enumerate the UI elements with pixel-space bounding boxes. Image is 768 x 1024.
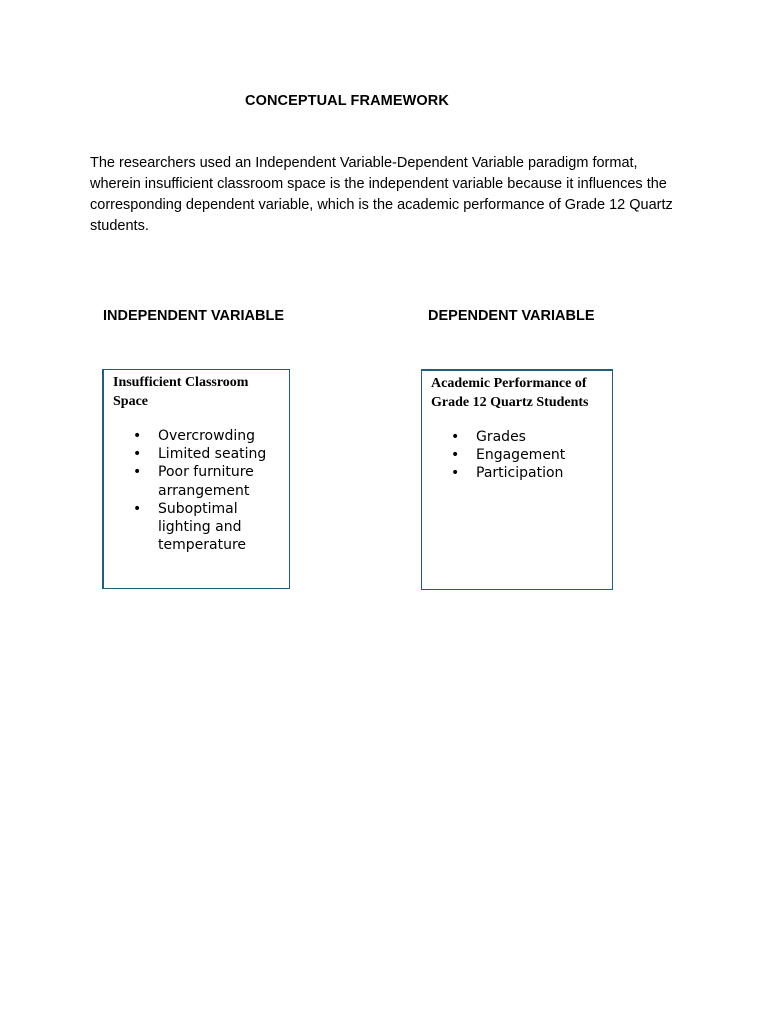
dependent-variable-heading: DEPENDENT VARIABLE bbox=[428, 308, 595, 324]
list-item: • Participation bbox=[431, 464, 604, 482]
independent-variable-heading: INDEPENDENT VARIABLE bbox=[103, 308, 284, 324]
independent-factor-list bbox=[113, 427, 281, 554]
list-item: • Poor furniture arrangement bbox=[113, 463, 281, 499]
list-item: • Limited seating bbox=[113, 445, 281, 463]
page-title: CONCEPTUAL FRAMEWORK bbox=[245, 93, 449, 109]
independent-box-title: Insufficient Classroom Space bbox=[113, 375, 249, 409]
list-item: • Overcrowding bbox=[113, 427, 281, 445]
intro-paragraph: The researchers used an Independent Variable-Dependent Variable paradigm format, wherein insufficient classroom space is the independent variable because it influences the corresponding dependent variable, which is the academic performance of Grade 12 Quartz students. bbox=[90, 155, 673, 234]
dependent-variable-box bbox=[421, 369, 613, 590]
dependent-factor-list bbox=[431, 428, 604, 483]
dependent-box-title: Academic Performance of Grade 12 Quartz Students bbox=[431, 376, 589, 410]
independent-variable-box bbox=[102, 369, 290, 589]
list-item: • Suboptimal lighting and temperature bbox=[113, 500, 281, 555]
list-item: • Engagement bbox=[431, 446, 604, 464]
list-item: • Grades bbox=[431, 428, 604, 446]
